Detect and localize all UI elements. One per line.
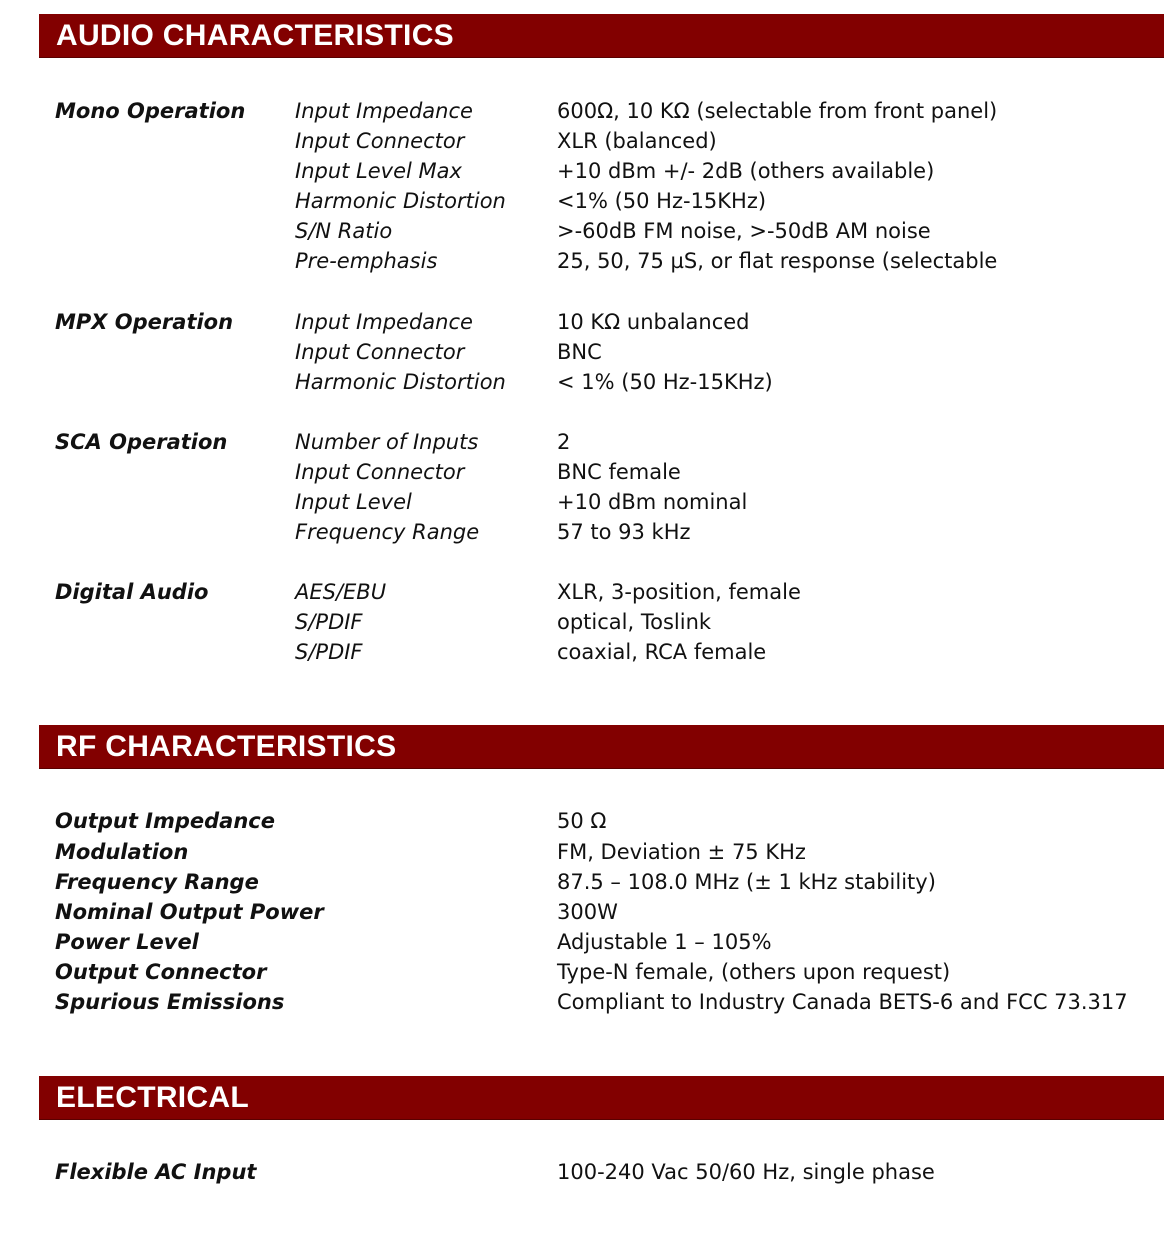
param-value: optical, Toslink bbox=[557, 610, 712, 634]
param-label: Frequency Range bbox=[55, 870, 259, 894]
param-value: 10 KΩ unbalanced bbox=[557, 310, 750, 334]
param-value: +10 dBm nominal bbox=[557, 490, 748, 514]
param-value: Type-N female, (others upon request) bbox=[557, 960, 951, 984]
param-value: FM, Deviation ± 75 KHz bbox=[557, 840, 806, 864]
electrical-section-title: ELECTRICAL bbox=[56, 1081, 249, 1114]
param-label: Input Connector bbox=[295, 340, 465, 364]
group-label-mpx: MPX Operation bbox=[55, 310, 234, 334]
param-value: XLR (balanced) bbox=[557, 129, 717, 153]
param-value: 57 to 93 kHz bbox=[557, 520, 691, 544]
electrical-section-header bbox=[39, 1076, 1164, 1120]
group-label-digital-audio: Digital Audio bbox=[55, 580, 209, 604]
param-label: Harmonic Distortion bbox=[295, 189, 506, 213]
param-label: Input Impedance bbox=[295, 99, 473, 123]
param-label: Number of Inputs bbox=[295, 430, 479, 454]
param-label: Pre-emphasis bbox=[295, 249, 438, 273]
param-label: Output Connector bbox=[55, 960, 267, 984]
param-value: <1% (50 Hz-15KHz) bbox=[557, 189, 767, 213]
param-value: Compliant to Industry Canada BETS-6 and FCC 73.317 bbox=[557, 990, 1128, 1014]
param-label: Nominal Output Power bbox=[55, 900, 324, 924]
param-label: Output Impedance bbox=[55, 809, 275, 833]
param-label: Spurious Emissions bbox=[55, 990, 285, 1014]
param-label: S/PDIF bbox=[295, 610, 363, 634]
param-value: 25, 50, 75 µS, or flat response (selectable bbox=[557, 249, 998, 273]
param-value: BNC female bbox=[557, 460, 681, 484]
param-value: < 1% (50 Hz-15KHz) bbox=[557, 370, 773, 394]
param-value: 300W bbox=[557, 900, 618, 924]
param-label: Harmonic Distortion bbox=[295, 370, 506, 394]
rf-section-title: RF CHARACTERISTICS bbox=[56, 730, 397, 763]
param-value: 600Ω, 10 KΩ (selectable from front panel) bbox=[557, 99, 998, 123]
param-label: Frequency Range bbox=[295, 520, 480, 544]
param-value: 100-240 Vac 50/60 Hz, single phase bbox=[557, 1160, 935, 1184]
param-label: Flexible AC Input bbox=[55, 1160, 257, 1184]
rf-section-header bbox=[39, 725, 1164, 769]
param-label: AES/EBU bbox=[295, 580, 387, 604]
param-value: +10 dBm +/- 2dB (others available) bbox=[557, 159, 935, 183]
param-label: Input Impedance bbox=[295, 310, 473, 334]
param-label: Input Level Max bbox=[295, 159, 462, 183]
param-value: BNC bbox=[557, 340, 602, 364]
param-value: 50 Ω bbox=[557, 809, 607, 833]
param-label: Input Connector bbox=[295, 460, 465, 484]
param-label: Input Connector bbox=[295, 129, 465, 153]
param-value: 2 bbox=[557, 430, 571, 454]
param-label: S/N Ratio bbox=[295, 219, 393, 243]
param-value: coaxial, RCA female bbox=[557, 640, 767, 664]
group-label-mono: Mono Operation bbox=[55, 99, 246, 123]
param-label: Power Level bbox=[55, 930, 199, 954]
param-label: Modulation bbox=[55, 840, 189, 864]
param-value: >-60dB FM noise, >-50dB AM noise bbox=[557, 219, 931, 243]
param-value: XLR, 3-position, female bbox=[557, 580, 801, 604]
audio-section-header bbox=[39, 14, 1164, 58]
param-value: 87.5 – 108.0 MHz (± 1 kHz stability) bbox=[557, 870, 936, 894]
audio-section-title: AUDIO CHARACTERISTICS bbox=[56, 19, 454, 52]
group-label-sca: SCA Operation bbox=[55, 430, 228, 454]
param-label: S/PDIF bbox=[295, 640, 363, 664]
param-value: Adjustable 1 – 105% bbox=[557, 930, 772, 954]
param-label: Input Level bbox=[295, 490, 412, 514]
